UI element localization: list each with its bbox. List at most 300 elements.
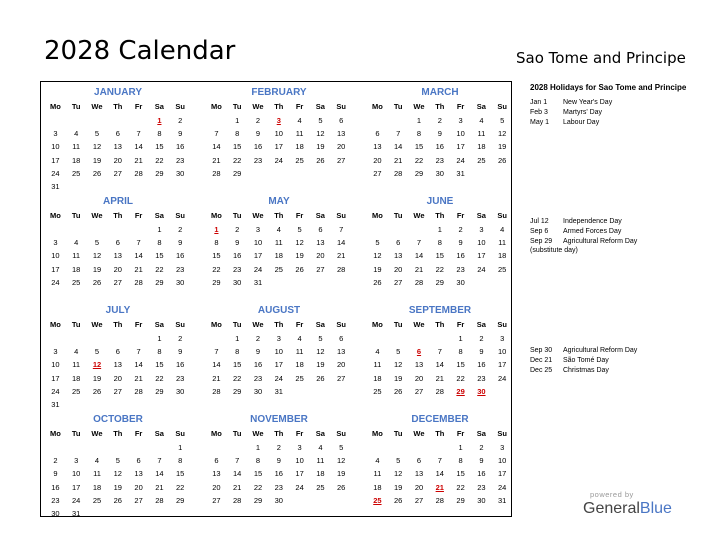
weekday-header: We (252, 320, 264, 329)
day-cell: 22 (155, 373, 164, 383)
day-cell: 28 (155, 495, 164, 505)
weekday-header: Fr (134, 429, 143, 438)
day-cell: 13 (414, 469, 424, 479)
day-cell: 7 (157, 456, 162, 466)
day-cell: 4 (375, 456, 380, 466)
day-cell: 6 (339, 334, 344, 343)
holiday-date: Jul 12 (530, 218, 549, 225)
day-cell: 12 (337, 456, 346, 466)
day-cell: 20 (337, 142, 346, 152)
day-cell: 9 (178, 347, 183, 357)
month-name: OCTOBER (93, 414, 143, 425)
day-cell: 23 (435, 155, 444, 165)
day-cell: 5 (318, 116, 323, 125)
day-cell: 1 (255, 443, 261, 452)
day-cell: 7 (214, 347, 219, 357)
day-cell: 21 (435, 373, 444, 383)
weekday-header: Mo (49, 211, 61, 220)
day-cell: 26 (92, 168, 102, 178)
day-cell: 13 (316, 238, 325, 248)
day-cell: 28 (435, 386, 444, 396)
day-cell: 8 (235, 347, 240, 357)
day-cell: 6 (115, 129, 120, 139)
day-cell: 7 (235, 456, 240, 466)
day-cell: 23 (176, 373, 185, 383)
day-cell: 10 (274, 129, 283, 139)
month-6 (45, 302, 191, 408)
day-cell: 21 (134, 264, 143, 274)
day-cell: 14 (134, 360, 143, 370)
day-cell: 7 (136, 129, 141, 139)
day-cell: 21 (233, 482, 242, 492)
day-cell: 18 (295, 360, 304, 370)
day-cell: 28 (337, 264, 346, 274)
holiday-date: Sep 29 (530, 237, 553, 245)
weekday-header: Su (336, 320, 346, 329)
weekday-header: Tu (393, 320, 403, 329)
weekday-header: Mo (210, 320, 222, 329)
day-cell: 15 (435, 251, 444, 261)
day-cell: 4 (276, 225, 281, 234)
day-cell: 26 (295, 264, 304, 274)
day-cell: 11 (72, 360, 81, 370)
day-cell: 6 (115, 347, 120, 357)
holiday-day: 21 (435, 482, 444, 492)
day-cell: 5 (318, 334, 323, 343)
weekday-header: Mo (371, 211, 383, 220)
day-cell: 24 (477, 264, 486, 274)
holiday-date: Dec 25 (530, 366, 553, 374)
day-cell: 30 (176, 386, 185, 396)
weekday-header: Fr (134, 320, 143, 329)
weekday-header: Tu (71, 102, 81, 111)
weekday-header: Tu (71, 211, 81, 220)
day-cell: 10 (456, 129, 465, 139)
day-cell: 5 (115, 456, 120, 466)
day-cell: 8 (458, 456, 463, 466)
day-cell: 19 (316, 360, 325, 370)
day-cell: 26 (316, 373, 325, 383)
day-cell: 30 (477, 495, 486, 505)
day-cell: 2 (458, 225, 463, 234)
month-0 (45, 84, 191, 190)
day-cell: 5 (297, 225, 302, 234)
weekday-header: We (91, 429, 103, 438)
day-cell: 31 (456, 168, 465, 178)
day-cell: 13 (394, 251, 403, 261)
day-cell: 29 (176, 495, 185, 505)
day-cell: 29 (253, 495, 263, 505)
day-cell: 20 (134, 482, 143, 492)
day-cell: 25 (498, 264, 507, 274)
holiday-name: São Tomé Day (563, 356, 609, 364)
day-cell: 23 (253, 155, 263, 165)
day-cell: 9 (437, 129, 442, 139)
day-cell: 4 (74, 238, 79, 248)
month-9 (45, 411, 191, 517)
day-cell: 21 (414, 264, 424, 274)
weekday-header: Mo (371, 429, 383, 438)
day-cell: 26 (92, 386, 102, 396)
weekday-header: Th (435, 320, 445, 329)
month-name: JANUARY (94, 87, 142, 98)
day-cell: 17 (72, 482, 81, 492)
day-cell: 10 (51, 360, 60, 370)
day-cell: 19 (92, 155, 102, 165)
holiday-day: 1 (214, 225, 219, 234)
day-cell: 23 (274, 482, 283, 492)
day-cell: 26 (337, 482, 346, 492)
day-cell: 2 (276, 443, 281, 452)
weekday-header: Tu (393, 211, 403, 220)
day-cell: 31 (72, 509, 81, 518)
weekday-header: Fr (295, 211, 304, 220)
day-cell: 16 (456, 251, 465, 261)
day-cell: 13 (113, 360, 122, 370)
day-cell: 8 (235, 129, 240, 139)
day-cell: 19 (373, 264, 382, 274)
day-cell: 17 (274, 360, 283, 370)
weekday-header: Tu (232, 429, 242, 438)
month-10 (206, 411, 352, 517)
day-cell: 10 (477, 238, 486, 248)
day-cell: 20 (337, 360, 346, 370)
holiday-name: (substitute day) (530, 247, 578, 255)
day-cell: 14 (155, 469, 164, 479)
weekday-header: Su (175, 320, 185, 329)
day-cell: 20 (113, 373, 122, 383)
day-cell: 11 (274, 238, 283, 248)
day-cell: 9 (255, 347, 261, 357)
day-cell: 20 (373, 155, 382, 165)
day-cell: 16 (233, 251, 242, 261)
day-cell: 29 (233, 168, 242, 178)
day-cell: 24 (72, 495, 81, 505)
day-cell: 11 (477, 129, 486, 139)
day-cell: 7 (339, 225, 344, 234)
day-cell: 22 (155, 155, 164, 165)
day-cell: 17 (498, 360, 507, 370)
day-cell: 11 (72, 142, 81, 152)
day-cell: 16 (477, 360, 486, 370)
day-cell: 5 (339, 443, 344, 452)
weekday-header: Fr (295, 102, 304, 111)
weekday-header: We (413, 320, 425, 329)
holiday-date: Dec 21 (530, 356, 553, 364)
month-name: MARCH (421, 87, 459, 98)
day-cell: 21 (394, 155, 403, 165)
day-cell: 27 (337, 155, 346, 165)
day-cell: 3 (479, 225, 484, 234)
day-cell: 18 (274, 251, 283, 261)
day-cell: 15 (212, 251, 221, 261)
day-cell: 1 (157, 225, 162, 234)
day-cell: 13 (134, 469, 143, 479)
holiday-date: Sep 6 (530, 227, 549, 235)
weekday-header: Sa (154, 211, 164, 220)
weekday-header: Mo (210, 429, 222, 438)
weekday-header: Fr (134, 102, 143, 111)
day-cell: 31 (51, 400, 60, 409)
day-cell: 20 (394, 264, 403, 274)
day-cell: 12 (373, 251, 382, 261)
day-cell: 25 (72, 168, 81, 178)
day-cell: 15 (155, 360, 164, 370)
day-cell: 27 (373, 168, 382, 178)
day-cell: 2 (235, 225, 240, 234)
day-cell: 1 (416, 116, 422, 125)
weekday-header: Fr (456, 102, 465, 111)
month-name: FEBRUARY (251, 87, 307, 98)
day-cell: 30 (176, 277, 185, 287)
day-cell: 3 (53, 238, 58, 248)
weekday-header: Sa (315, 320, 325, 329)
weekday-header: Mo (371, 320, 383, 329)
day-cell: 11 (498, 238, 507, 248)
weekday-header: We (413, 211, 425, 220)
day-cell: 22 (212, 264, 221, 274)
day-cell: 11 (373, 360, 382, 370)
holiday-day: 12 (92, 360, 102, 370)
day-cell: 19 (337, 469, 346, 479)
weekday-header: Fr (295, 429, 304, 438)
day-cell: 28 (212, 168, 221, 178)
day-cell: 18 (72, 155, 81, 165)
country-name: Sao Tome and Principe (516, 49, 686, 67)
day-cell: 15 (233, 360, 242, 370)
day-cell: 25 (373, 386, 382, 396)
day-cell: 10 (51, 142, 60, 152)
day-cell: 29 (155, 277, 164, 287)
day-cell: 8 (255, 456, 261, 466)
day-cell: 23 (176, 264, 185, 274)
day-cell: 3 (458, 116, 463, 125)
day-cell: 15 (155, 251, 164, 261)
day-cell: 27 (414, 495, 424, 505)
day-cell: 8 (178, 456, 183, 466)
weekday-header: Fr (456, 429, 465, 438)
day-cell: 9 (479, 456, 484, 466)
day-cell: 6 (318, 225, 323, 234)
weekday-header: Th (113, 320, 123, 329)
day-cell: 4 (479, 116, 484, 125)
day-cell: 12 (498, 129, 507, 139)
weekday-header: We (91, 320, 103, 329)
weekday-header: Su (336, 102, 346, 111)
holiday-name: Martyrs' Day (563, 108, 603, 116)
day-cell: 8 (437, 238, 442, 248)
day-cell: 27 (134, 495, 143, 505)
holiday-entry (530, 346, 637, 355)
day-cell: 26 (113, 495, 122, 505)
holiday-entry (530, 356, 609, 365)
day-cell: 3 (255, 225, 261, 234)
day-cell: 13 (373, 142, 382, 152)
weekday-header: Su (336, 211, 346, 220)
day-cell: 4 (74, 129, 79, 139)
holiday-name: New Year's Day (563, 99, 613, 106)
day-cell: 19 (113, 482, 122, 492)
day-cell: 27 (316, 264, 325, 274)
day-cell: 4 (500, 225, 505, 234)
weekday-header: We (252, 102, 264, 111)
day-cell: 18 (92, 482, 102, 492)
day-cell: 28 (435, 495, 444, 505)
day-cell: 17 (51, 155, 60, 165)
weekday-header: Su (336, 429, 346, 438)
day-cell: 16 (253, 142, 263, 152)
holiday-entry (530, 366, 609, 375)
day-cell: 8 (157, 129, 162, 139)
day-cell: 27 (113, 277, 122, 287)
day-cell: 10 (274, 347, 283, 357)
day-cell: 9 (276, 456, 281, 466)
day-cell: 20 (316, 251, 325, 261)
day-cell: 10 (253, 238, 263, 248)
day-cell: 24 (456, 155, 465, 165)
weekday-header: Sa (315, 211, 325, 220)
month-name: NOVEMBER (250, 414, 308, 425)
day-cell: 20 (212, 482, 221, 492)
day-cell: 5 (94, 129, 100, 139)
weekday-header: Th (274, 429, 284, 438)
brand-general: General (583, 500, 640, 517)
day-cell: 6 (416, 456, 422, 466)
day-cell: 30 (253, 386, 263, 396)
day-cell: 12 (394, 469, 403, 479)
day-cell: 13 (113, 142, 122, 152)
page-title: 2028 Calendar (44, 36, 236, 66)
day-cell: 10 (295, 456, 304, 466)
day-cell: 6 (396, 238, 401, 248)
day-cell: 25 (295, 373, 304, 383)
day-cell: 26 (498, 155, 507, 165)
day-cell: 19 (394, 373, 403, 383)
weekday-header: Sa (315, 429, 325, 438)
weekday-header: Su (497, 429, 507, 438)
day-cell: 28 (233, 495, 242, 505)
day-cell: 11 (93, 469, 101, 479)
day-cell: 12 (92, 251, 102, 261)
day-cell: 11 (295, 129, 304, 139)
day-cell: 2 (437, 116, 442, 125)
weekday-header: Tu (71, 429, 81, 438)
brand-blue: Blue (639, 500, 672, 517)
day-cell: 27 (212, 495, 221, 505)
day-cell: 5 (375, 238, 380, 248)
month-1 (206, 84, 352, 190)
day-cell: 30 (435, 168, 444, 178)
day-cell: 15 (233, 142, 242, 152)
holiday-day: 29 (456, 386, 465, 396)
day-cell: 14 (134, 142, 143, 152)
day-cell: 12 (92, 142, 102, 152)
holiday-name: Christmas Day (563, 366, 609, 374)
day-cell: 14 (435, 469, 444, 479)
day-cell: 14 (394, 142, 403, 152)
day-cell: 9 (178, 238, 183, 248)
day-cell: 13 (113, 251, 122, 261)
day-cell: 28 (134, 277, 143, 287)
weekday-header: Fr (134, 211, 143, 220)
day-cell: 10 (498, 347, 507, 357)
day-cell: 18 (498, 251, 507, 261)
day-cell: 11 (316, 456, 325, 466)
day-cell: 6 (375, 129, 380, 139)
day-cell: 30 (176, 168, 185, 178)
day-cell: 23 (253, 373, 263, 383)
month-name: AUGUST (257, 305, 301, 316)
powered-by-label: powered by (590, 490, 634, 499)
month-name: DECEMBER (411, 414, 469, 425)
day-cell: 1 (458, 443, 463, 452)
day-cell: 18 (316, 469, 325, 479)
day-cell: 12 (316, 347, 325, 357)
day-cell: 18 (295, 142, 304, 152)
day-cell: 2 (479, 334, 484, 343)
day-cell: 27 (113, 168, 122, 178)
day-cell: 17 (456, 142, 465, 152)
day-cell: 23 (176, 155, 185, 165)
day-cell: 15 (176, 469, 185, 479)
day-cell: 1 (437, 225, 442, 234)
day-cell: 25 (72, 386, 81, 396)
holiday-name: Agricultural Reform Day (563, 237, 638, 245)
day-cell: 19 (295, 251, 304, 261)
day-cell: 3 (53, 129, 58, 139)
holiday-date: Sep 30 (530, 347, 553, 354)
day-cell: 31 (51, 182, 60, 191)
day-cell: 24 (498, 482, 507, 492)
day-cell: 9 (255, 129, 261, 139)
day-cell: 9 (458, 238, 463, 248)
calendar-grid (40, 81, 512, 517)
day-cell: 3 (276, 334, 281, 343)
month-5 (367, 193, 513, 299)
day-cell: 7 (396, 129, 401, 139)
day-cell: 5 (500, 116, 505, 125)
day-cell: 4 (375, 347, 380, 357)
day-cell: 26 (316, 155, 325, 165)
weekday-header: Mo (49, 102, 61, 111)
day-cell: 19 (92, 373, 102, 383)
month-name: APRIL (103, 196, 133, 207)
weekday-header: Su (175, 429, 185, 438)
holiday-date: Jan 1 (530, 99, 548, 106)
weekday-header: Sa (154, 429, 164, 438)
day-cell: 16 (253, 360, 263, 370)
day-cell: 22 (176, 482, 185, 492)
day-cell: 21 (155, 482, 164, 492)
day-cell: 3 (53, 347, 58, 357)
day-cell: 2 (178, 116, 183, 125)
day-cell: 28 (134, 168, 143, 178)
day-cell: 24 (51, 168, 60, 178)
day-cell: 4 (94, 456, 100, 466)
day-cell: 24 (253, 264, 263, 274)
weekday-header: We (413, 102, 425, 111)
day-cell: 10 (51, 251, 60, 261)
day-cell: 18 (477, 142, 486, 152)
day-cell: 1 (157, 334, 162, 343)
month-name: SEPTEMBER (408, 305, 472, 316)
month-7 (206, 302, 352, 408)
day-cell: 2 (53, 456, 58, 466)
day-cell: 25 (477, 155, 486, 165)
day-cell: 9 (53, 469, 58, 479)
holiday-name: Agricultural Reform Day (563, 347, 638, 354)
generalblue-logo[interactable] (583, 500, 672, 518)
